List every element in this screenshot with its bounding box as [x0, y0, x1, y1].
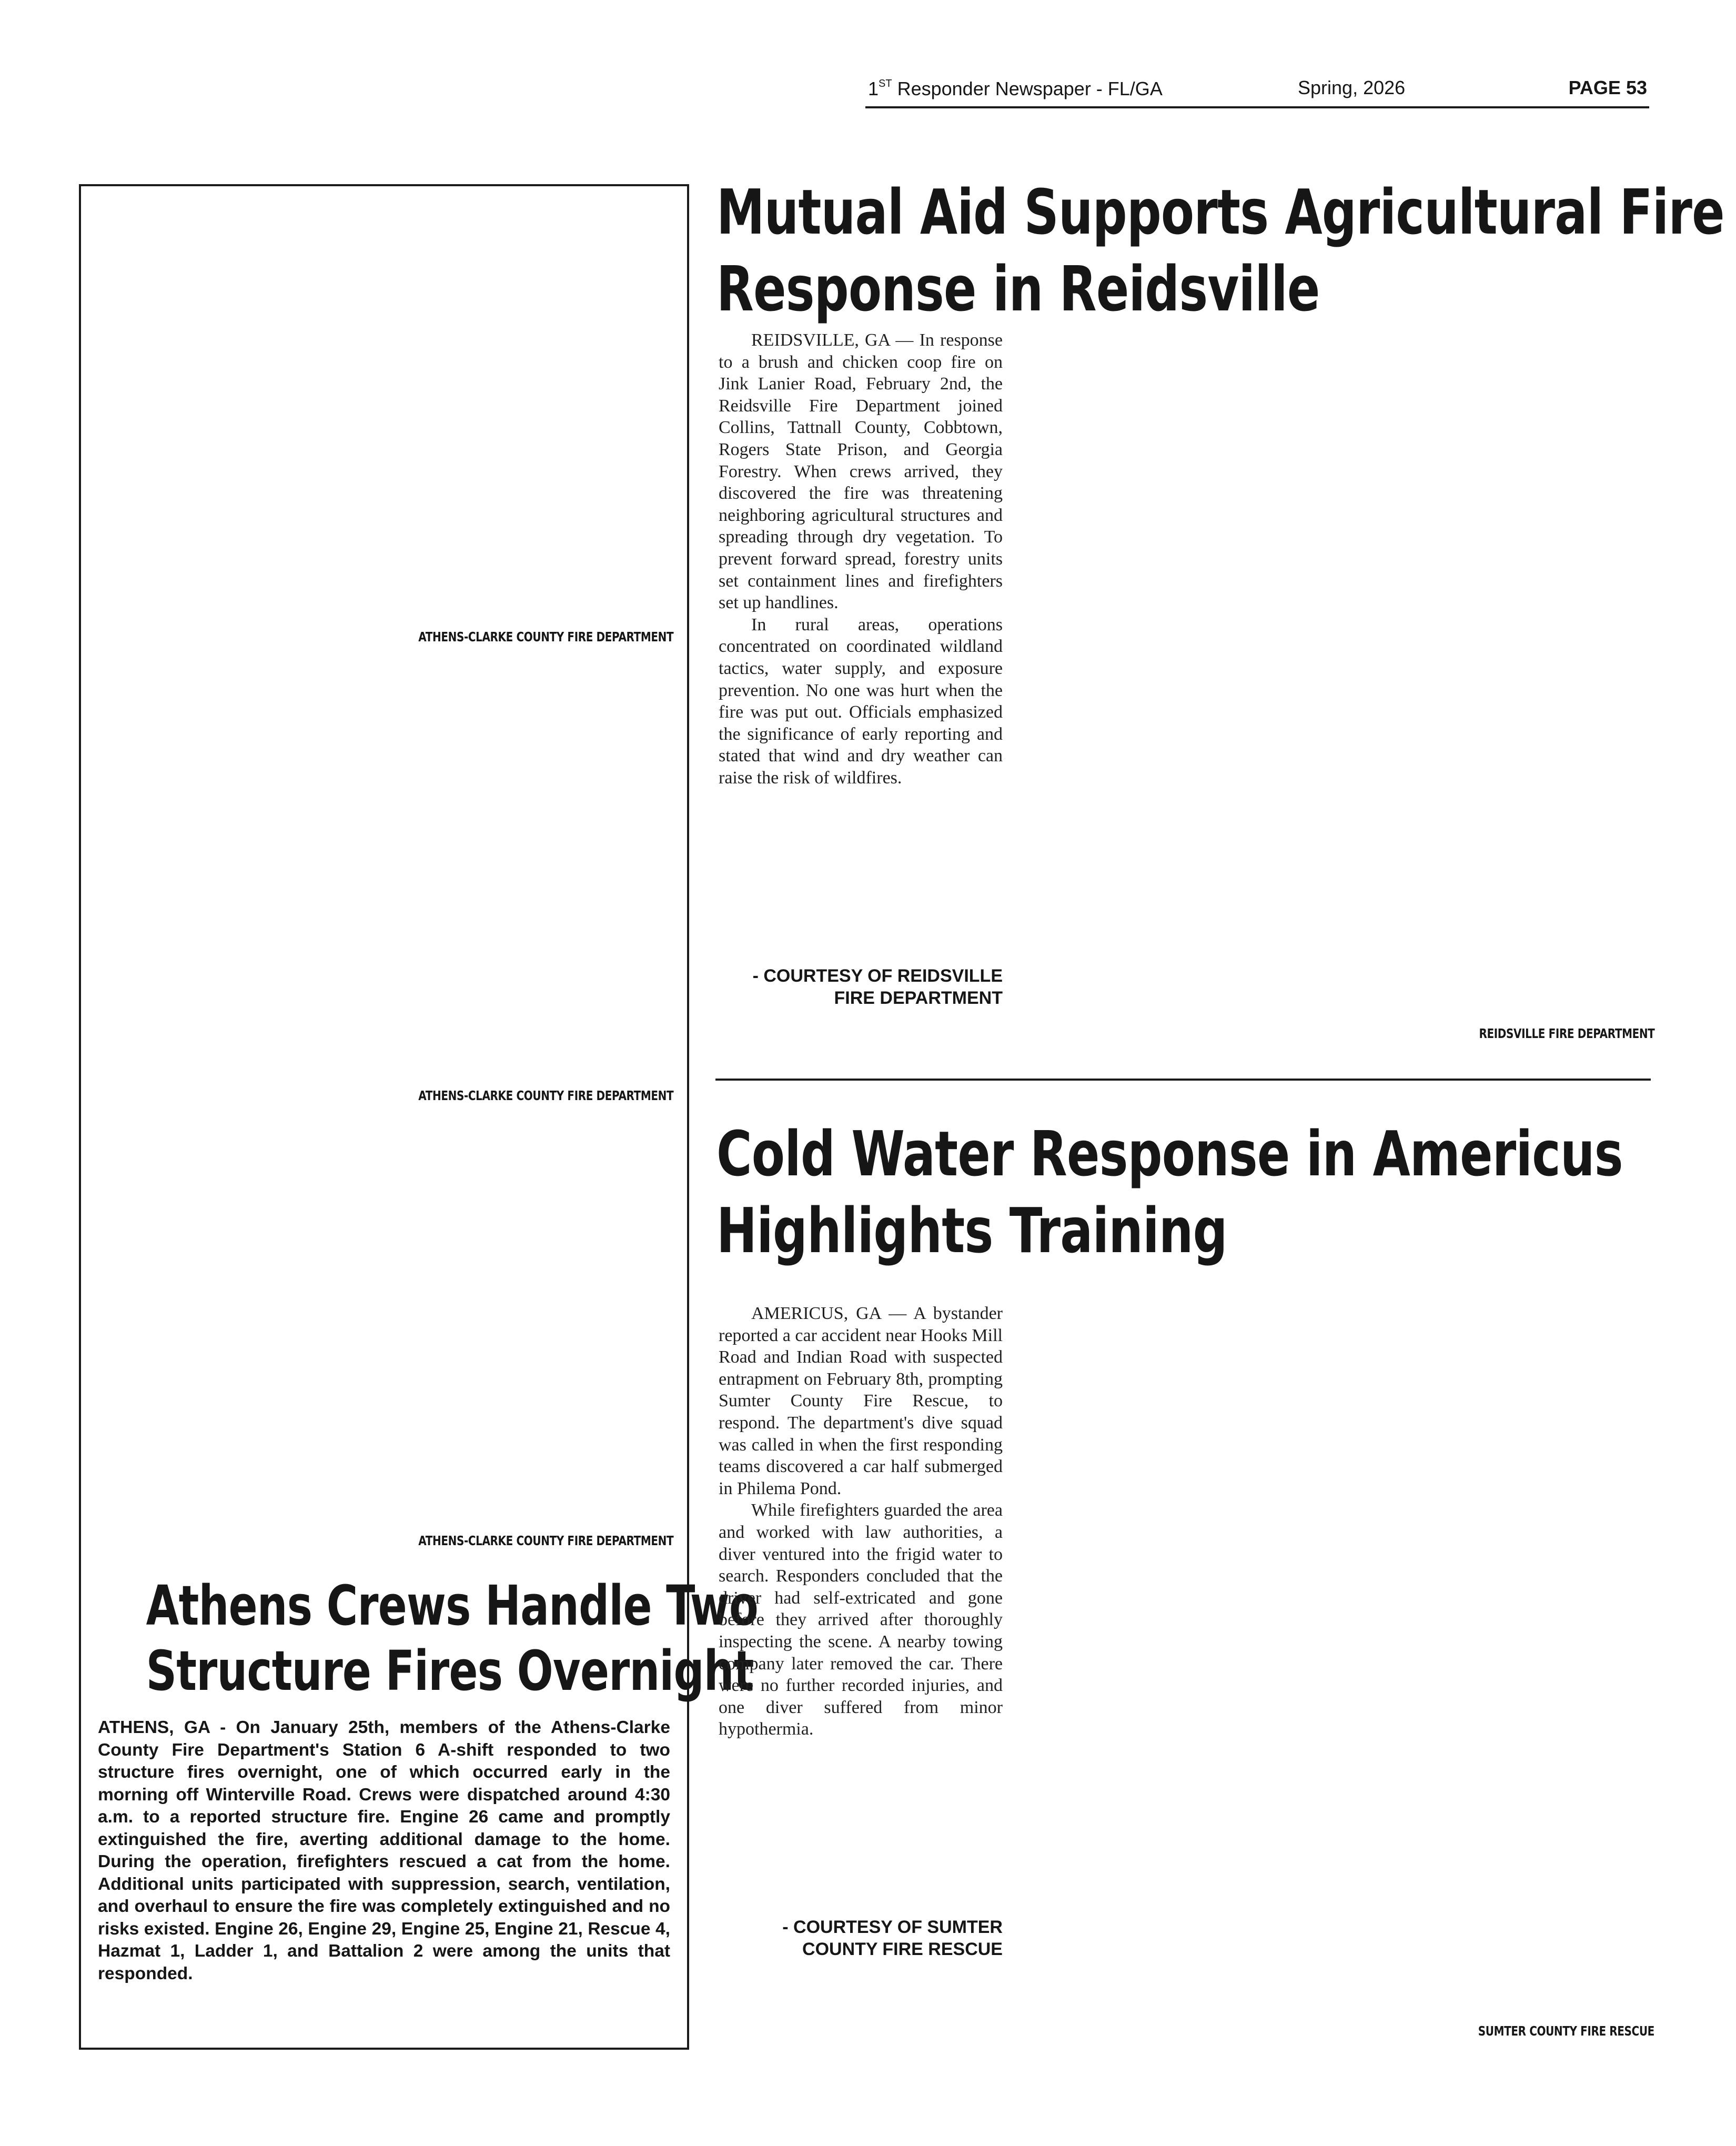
- article2-headline: [716, 1115, 1736, 1269]
- photo-credit-sumter: SUMTER COUNTY FIRE RESCUE: [1478, 2023, 1654, 2039]
- article1-headline-line-1: Mutual Aid Supports Agricultural Fire: [716, 176, 1724, 248]
- article2-courtesy: - COURTESY OF SUMTER COUNTY FIRE RESCUE: [782, 1917, 1003, 1959]
- article2-headline-line-1: Cold Water Response in Americus: [716, 1117, 1623, 1190]
- photo-credit-reidsville: REIDSVILLE FIRE DEPARTMENT: [1479, 1026, 1654, 1041]
- article1-courtesy: - COURTESY OF REIDSVILLE FIRE DEPARTMENT: [752, 966, 1003, 1008]
- athens-article-body: ATHENS, GA - On January 25th, members of the Athens-Clarke County Fire Department's Station 6 A-shift responded to two structure fires overnight, one of which occurred early in the morning off Winterville Road. Crews were dispatched around 4:30 a.m. to a reported structure fire. Engine 26 came and promptly extinguished the fire, averting additional damage to the home. During the operation, firefighters rescued a cat from the home. Additional units participated with suppression, search, ventilation, and overhaul to ensure the fire was completely extinguished and no risks existed. Engine 26, Engine 29, Engine 25, Engine 21, Rescue 4, Hazmat 1, Ladder 1, and Battalion 2 were among the units that responded.: [98, 1718, 670, 1983]
- photo-credit-athens-1: ATHENS-CLARKE COUNTY FIRE DEPARTMENT: [418, 629, 673, 644]
- article1-paragraph-1: REIDSVILLE, GA — In response to a brush and chicken coop fire on Jink Lanier Road, February 2nd, the Reidsville Fire Department joined Collins, Tattnall County, Cobbtown, Rogers State Prison, and Georgia Forestry. When crews arrived, they discovered the fire was threatening neighboring agricultural structures and spreading through dry vegetation. To prevent forward spread, forestry units set containment lines and firefighters set up handlines.: [719, 330, 1003, 613]
- article2-paragraph-2: While firefighters guarded the area and worked with law authorities, a diver ventured into the frigid water to search. Responders concluded that the driver had self-extricated and gone before they arrived after thoroughly inspecting the scene. A nearby towing company later removed the car. There were no further recorded injuries, and one diver suffered from minor hypothermia.: [719, 1500, 1003, 1739]
- photo-credit-athens-2: ATHENS-CLARKE COUNTY FIRE DEPARTMENT: [418, 1088, 673, 1103]
- page-number: PAGE 53: [1568, 77, 1647, 98]
- page-header: [865, 74, 1649, 108]
- article1-body: [719, 329, 1003, 789]
- athens-headline-line-2: Structure Fires Overnight: [146, 1639, 754, 1703]
- athens-headline-line-1: Athens Crews Handle Two: [146, 1574, 758, 1638]
- article2-body: [719, 1303, 1003, 1740]
- section-divider: [715, 1079, 1651, 1081]
- issue-date: Spring, 2026: [1298, 77, 1406, 98]
- article1-headline: [716, 174, 1736, 327]
- article2-headline-line-2: Highlights Training: [716, 1194, 1227, 1267]
- article1-headline-line-2: Response in Reidsville: [716, 253, 1320, 325]
- article1-paragraph-2: In rural areas, operations concentrated on coordinated wildland tactics, water supply, and exposure prevention. No one was hurt when the fire was put out. Officials emphasized the significance of early reporting and stated that wind and dry weather can raise the risk of wildfires.: [719, 614, 1003, 788]
- photo-credit-athens-3: ATHENS-CLARKE COUNTY FIRE DEPARTMENT: [418, 1533, 673, 1548]
- article2-paragraph-1: AMERICUS, GA — A bystander reported a car accident near Hooks Mill Road and Indian Road with suspected entrapment on February 8th, prompting Sumter County Fire Rescue, to respond. The department's dive squad was called in when the first responding teams discovered a car half submerged in Philema Pond.: [719, 1304, 1003, 1498]
- athens-headline: [79, 1573, 758, 1704]
- publication-name: 1ST Responder Newspaper - FL/GA: [868, 78, 1163, 99]
